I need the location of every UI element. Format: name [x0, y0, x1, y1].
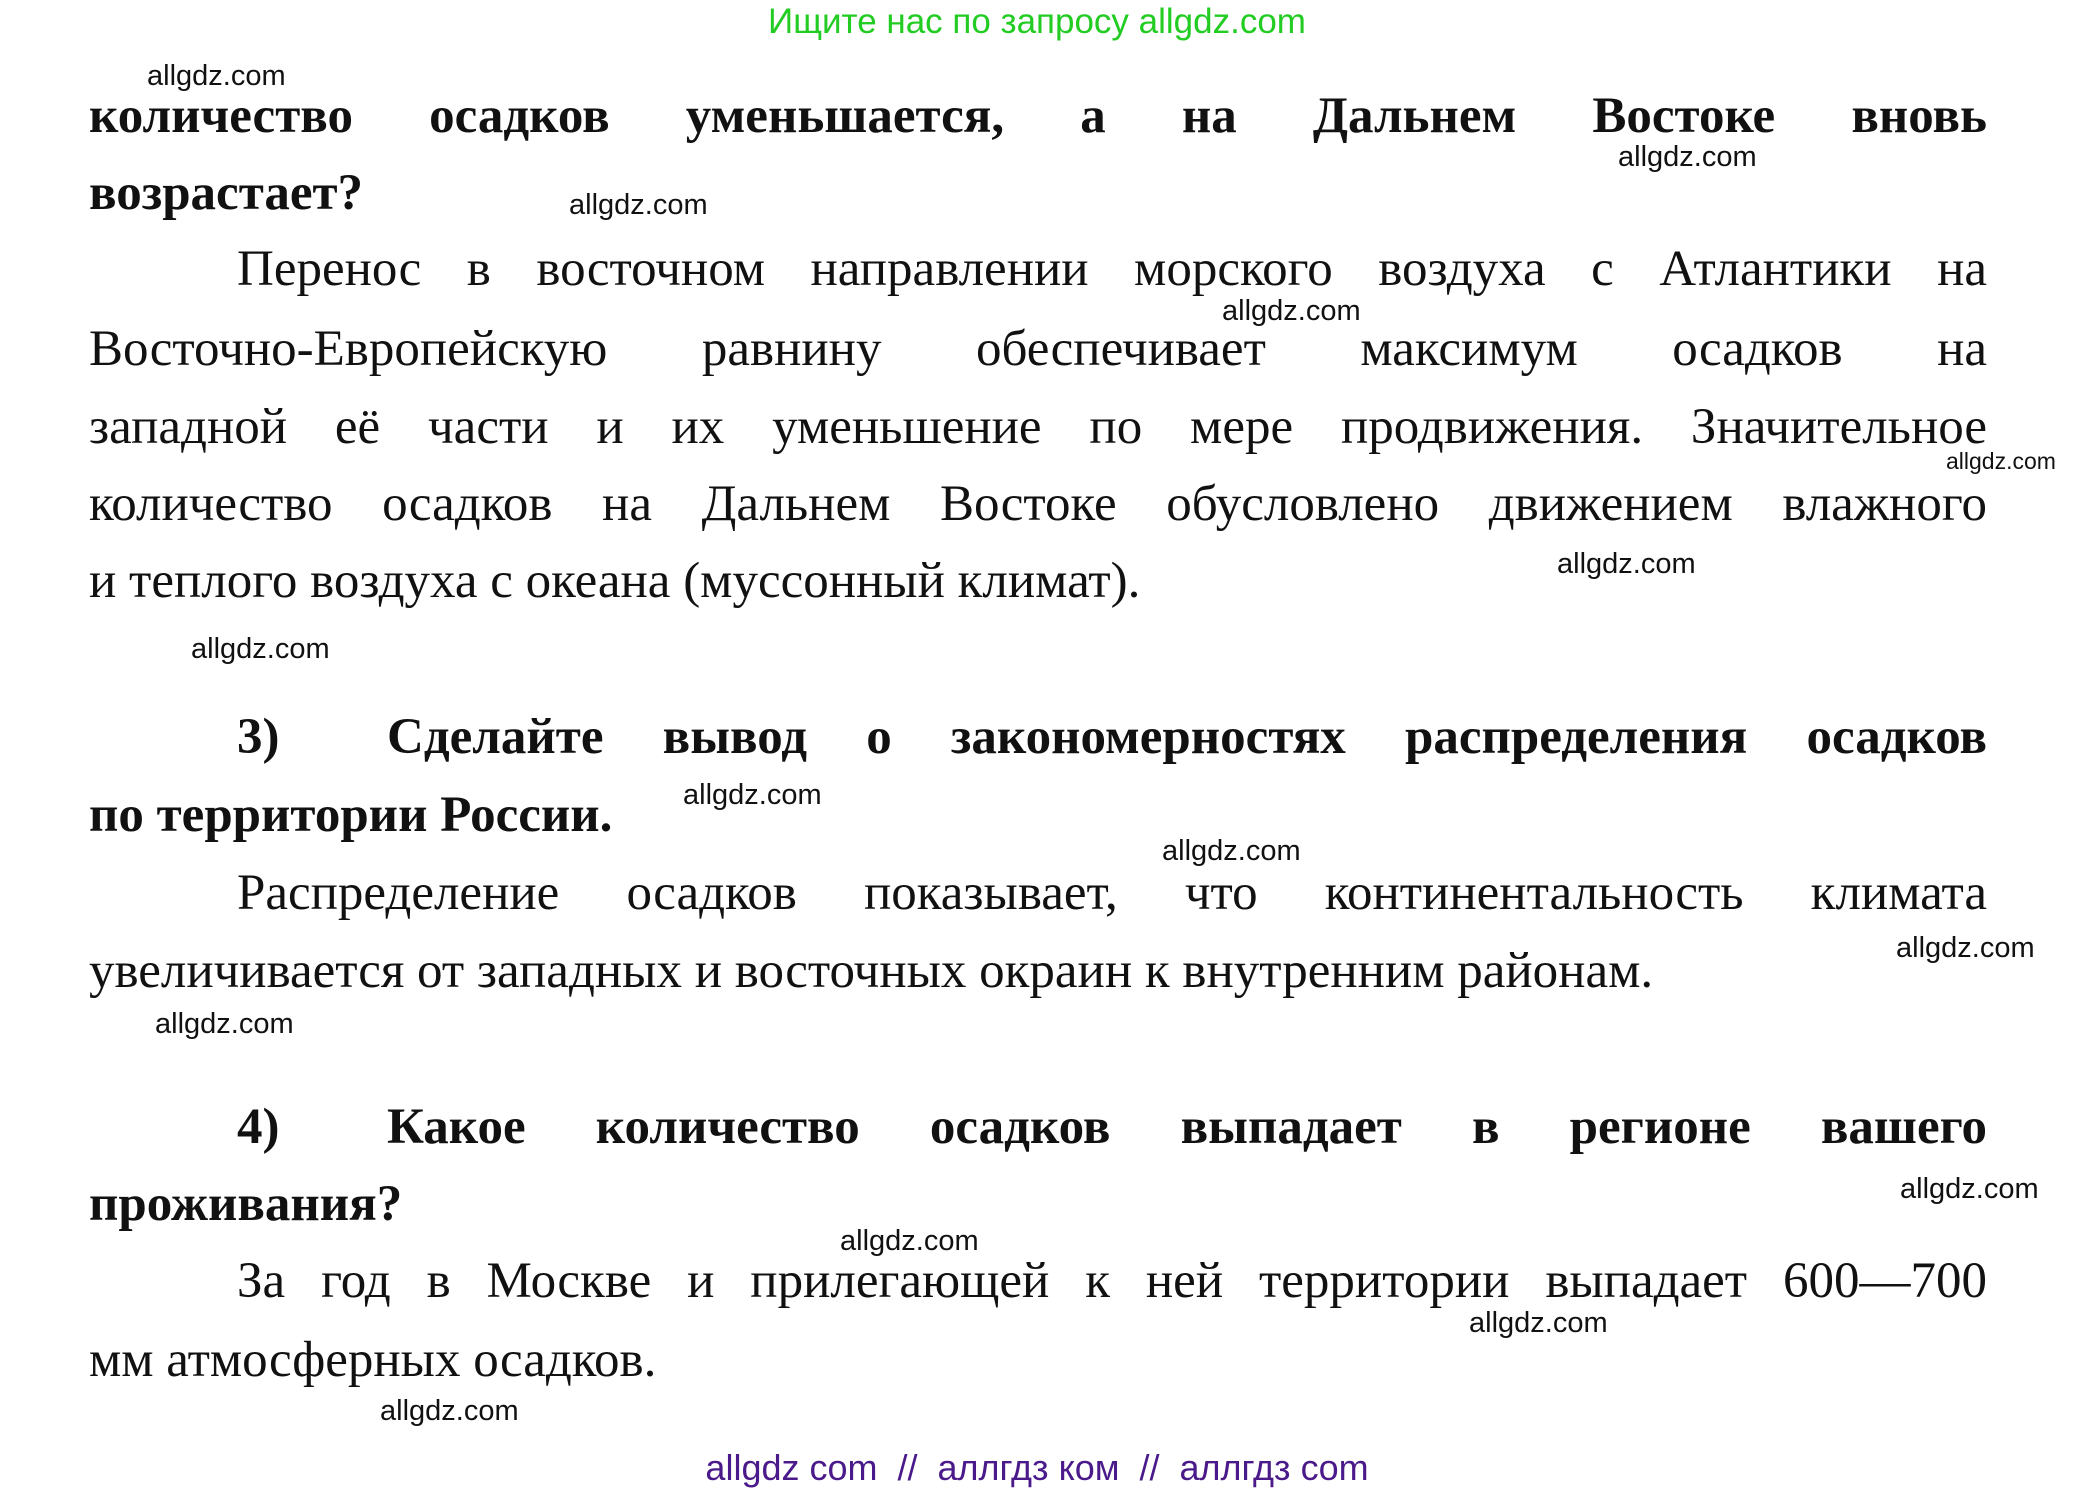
answer-line: Распределение осадков показывает, что континентальность климата [237, 865, 1987, 921]
watermark: allgdz.com [147, 60, 286, 92]
watermark: allgdz.com [1557, 548, 1696, 580]
watermark: allgdz.com [380, 1395, 519, 1427]
watermark: allgdz.com [683, 779, 822, 811]
watermark: allgdz.com [191, 633, 330, 665]
watermark: allgdz.com [1896, 932, 2035, 964]
question-line: возрастает? [89, 165, 364, 221]
watermark: allgdz.com [1162, 835, 1301, 867]
watermark: allgdz.com [1900, 1173, 2039, 1205]
question-line: количество осадков уменьшается, а на Дальнем Востоке вновь [89, 88, 1987, 144]
answer-line: Восточно-Европейскую равнину обеспечивает максимум осадков на [89, 321, 1987, 377]
question-4 [237, 1092, 1987, 1162]
watermark: allgdz.com [1946, 448, 2056, 474]
question-text: Сделайте вывод о закономерностях распределения осадков [387, 709, 1987, 765]
question-text: Какое количество осадков выпадает в регионе вашего [387, 1099, 1987, 1155]
answer-line: западной её части и их уменьшение по мере продвижения. Значительное [89, 399, 1987, 455]
question-line: по территории России. [89, 787, 613, 843]
watermark: allgdz.com [840, 1225, 979, 1257]
answer-line: За год в Москве и прилегающей к ней территории выпадает 600—700 [237, 1253, 1987, 1309]
watermark: allgdz.com [1618, 141, 1757, 173]
footer-links: allgdz com // аллгдз ком // аллгдз com [705, 1447, 1369, 1488]
question-line: проживания? [89, 1176, 403, 1232]
question-3 [237, 702, 1987, 772]
answer-line: Перенос в восточном направлении морского воздуха с Атлантики на [237, 241, 1987, 297]
question-number: 4) [237, 1099, 280, 1155]
watermark: allgdz.com [1469, 1307, 1608, 1339]
search-hint-banner: Ищите нас по запросу allgdz.com [768, 2, 1306, 41]
answer-line: количество осадков на Дальнем Востоке обусловлено движением влажного [89, 476, 1987, 532]
watermark: allgdz.com [1222, 295, 1361, 327]
answer-line: и теплого воздуха с океана (муссонный климат). [89, 553, 1141, 609]
question-number: 3) [237, 709, 280, 765]
watermark: allgdz.com [569, 189, 708, 221]
watermark: allgdz.com [155, 1008, 294, 1040]
answer-line: увеличивается от западных и восточных окраин к внутренним районам. [89, 943, 1654, 999]
answer-line: мм атмосферных осадков. [89, 1332, 657, 1388]
